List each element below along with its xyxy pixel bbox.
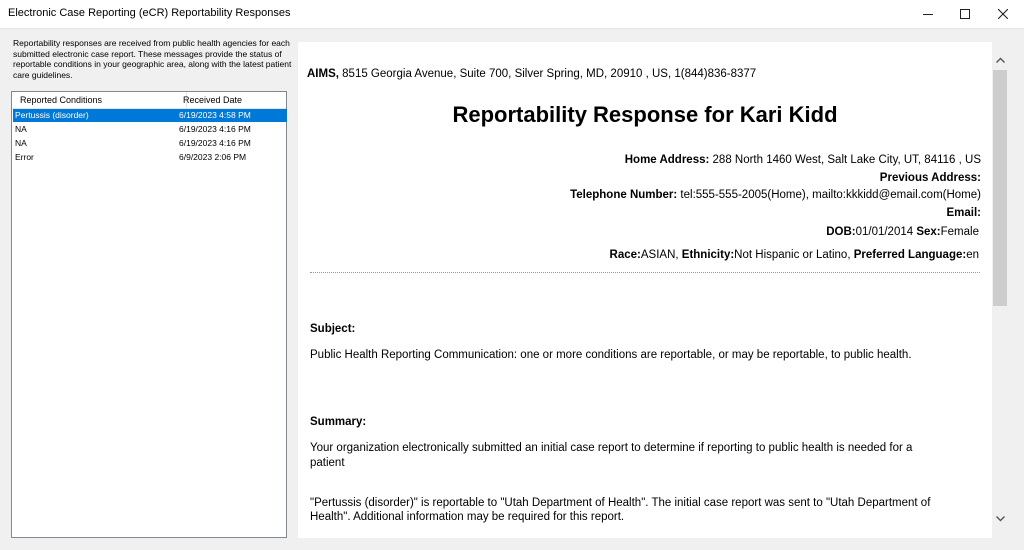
organization-address: 8515 Georgia Avenue, Suite 700, Silver Spring, MD, 20910 , US, 1(844)836-8377: [338, 68, 757, 80]
organization-line: [307, 67, 756, 81]
home-address-value: 288 North 1460 West, Salt Lake City, UT, 84116 , US: [709, 154, 981, 166]
list-item-date: 6/19/2023 4:16 PM: [179, 138, 251, 148]
race-value: ASIAN,: [640, 249, 679, 261]
vertical-scrollbar[interactable]: [992, 42, 1009, 538]
ethnicity-value: Not Hispanic or Latino,: [734, 249, 851, 261]
report-heading: Reportability Response for Kari Kidd: [452, 102, 838, 127]
language-value: en: [966, 249, 979, 261]
sex-label: Sex:: [916, 226, 941, 238]
subject-label: Subject:: [310, 323, 356, 335]
summary-text-line-2: patient: [310, 457, 345, 469]
dob-value: 01/01/2014: [855, 226, 914, 238]
list-header: [12, 92, 286, 109]
list-item[interactable]: [13, 137, 287, 150]
maximize-button[interactable]: [947, 0, 983, 28]
minimize-icon: [923, 9, 933, 19]
dob-label: DOB:: [826, 226, 856, 238]
close-icon: [998, 9, 1008, 19]
detail-text-line-1: "Pertussis (disorder)" is reportable to "Utah Department of Health". The initial case report was sent to "Utah Department of: [310, 497, 931, 509]
chevron-down-icon[interactable]: [995, 513, 1006, 524]
telephone-label: Telephone Number:: [570, 189, 678, 201]
section-divider: [310, 272, 980, 273]
list-item[interactable]: [13, 123, 287, 136]
summary-text-line-1: Your organization electronically submitted an initial case report to determine if reporting to public health is needed for a: [310, 442, 913, 454]
close-button[interactable]: [985, 0, 1021, 28]
previous-address-label: Previous Address:: [879, 172, 981, 184]
scrollbar-thumb[interactable]: [993, 70, 1007, 306]
language-label: Preferred Language:: [853, 249, 967, 261]
list-item[interactable]: [13, 109, 287, 122]
intro-text: Reportability responses are received from public health agencies for each submitted electronic case report. These messages provide the status of reportable conditions in your geographic area, along with the latest patient care guidelines.: [13, 38, 292, 80]
list-item-condition: Error: [15, 152, 34, 162]
list-item-date: 6/19/2023 4:58 PM: [179, 110, 251, 120]
subject-text: Public Health Reporting Communication: one or more conditions are reportable, or may be reportable, to public health.: [310, 349, 912, 361]
list-item-date: 6/19/2023 4:16 PM: [179, 124, 251, 134]
dob-sex-line: [826, 225, 979, 239]
list-item-date: 6/9/2023 2:06 PM: [179, 152, 247, 162]
email-label: Email:: [946, 207, 981, 219]
summary-label: Summary:: [310, 416, 367, 428]
race-label: Race:: [609, 249, 641, 261]
ethnicity-label: Ethnicity:: [681, 249, 735, 261]
home-address-line: [625, 153, 981, 167]
list-item[interactable]: [13, 151, 287, 164]
window-title: Electronic Case Reporting (eCR) Reportability Responses: [8, 7, 291, 19]
maximize-icon: [960, 9, 970, 19]
list-item-condition: Pertussis (disorder): [15, 110, 89, 120]
list-item-condition: NA: [15, 138, 27, 148]
minimize-button[interactable]: [910, 0, 946, 28]
conditions-list[interactable]: [11, 91, 287, 538]
telephone-value: tel:555-555-2005(Home), mailto:kkkidd@email.com(Home): [677, 189, 981, 201]
list-item-condition: NA: [15, 124, 27, 134]
column-header-date[interactable]: Received Date: [183, 95, 243, 105]
column-header-condition[interactable]: Reported Conditions: [20, 95, 103, 105]
title-bar: [0, 0, 1024, 29]
report-document[interactable]: [298, 42, 992, 538]
organization-name: AIMS,: [307, 68, 339, 80]
telephone-line: [570, 188, 981, 202]
home-address-label: Home Address:: [624, 154, 710, 166]
sex-value: Female: [940, 226, 979, 238]
demographics-line: [610, 248, 979, 262]
detail-text-line-2: Health". Additional information may be required for this report.: [310, 511, 625, 523]
chevron-up-icon[interactable]: [995, 55, 1006, 66]
